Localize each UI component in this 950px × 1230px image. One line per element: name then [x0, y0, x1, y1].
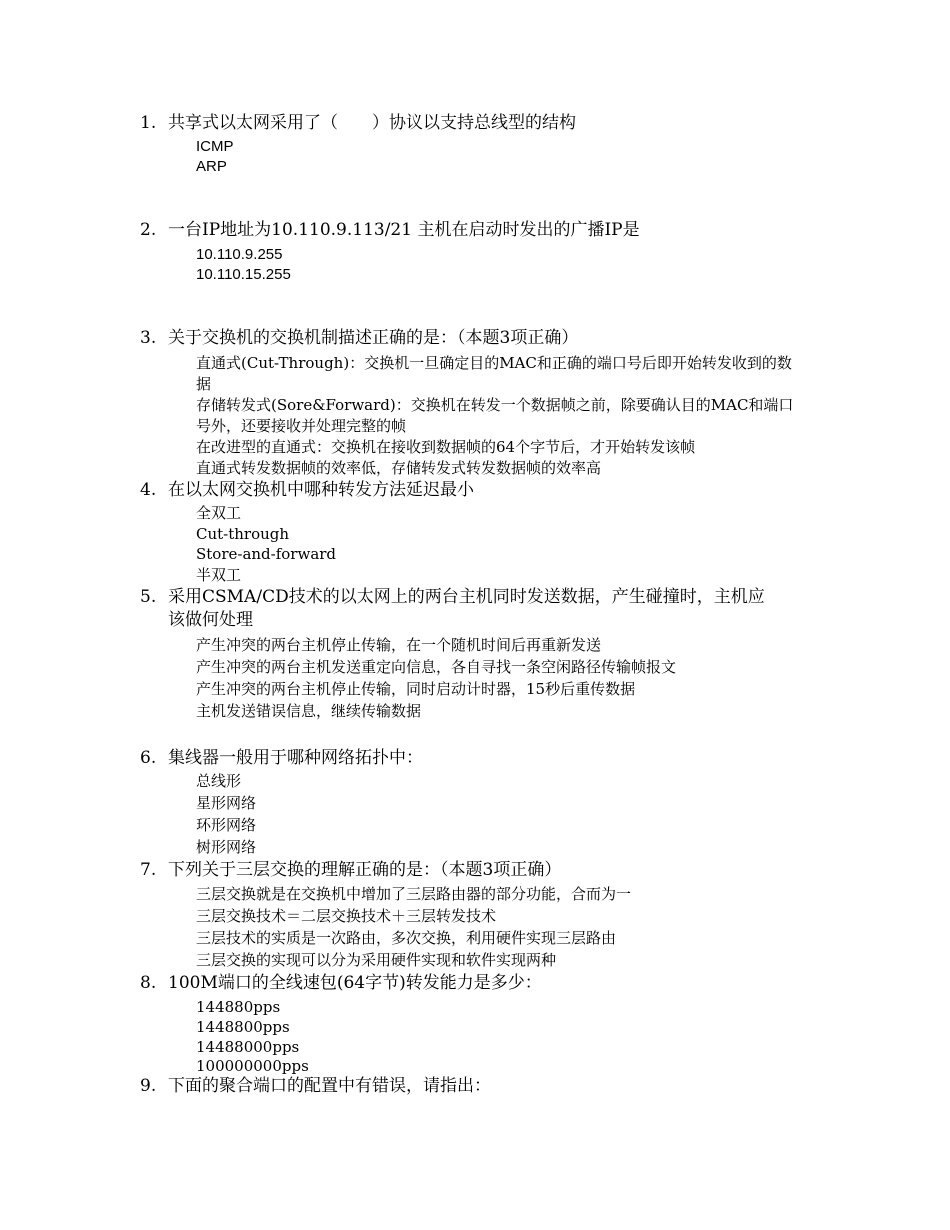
option: 产生冲突的两台主机停止传输，在一个随机时间后再重新发送	[196, 636, 602, 654]
option: 主机发送错误信息，继续传输数据	[196, 702, 422, 720]
question-4	[140, 479, 820, 502]
question-number: 7.	[140, 860, 157, 880]
question-text: 集线器一般用于哪种网络拓扑中：	[168, 748, 423, 768]
question-2	[140, 219, 820, 242]
question-1	[140, 112, 820, 135]
question-number: 4.	[140, 480, 157, 500]
option: 三层技术的实质是一次路由，多次交换，利用硬件实现三层路由	[196, 929, 617, 947]
option: 号外，还要接收并处理完整的帧	[196, 417, 407, 435]
option: 产生冲突的两台主机停止传输，同时启动计时器，15秒后重传数据	[196, 680, 636, 698]
option: Store-and-forward	[196, 545, 337, 563]
option: 直通式(Cut-Through)：交换机一旦确定目的MAC和正确的端口号后即开始转发收到的数	[196, 354, 792, 372]
question-3	[140, 327, 820, 350]
question-number: 9.	[140, 1076, 157, 1096]
question-text: 一台IP地址为10.110.9.113/21 主机在启动时发出的广播IP是	[168, 220, 640, 240]
question-text: 在以太网交换机中哪种转发方法延迟最小	[168, 480, 474, 500]
option: 产生冲突的两台主机发送重定向信息，各自寻找一条空闲路径传输帧报文	[196, 658, 677, 676]
option: 据	[196, 375, 212, 393]
question-8	[140, 972, 820, 995]
option: ICMP	[196, 138, 234, 155]
option: ARP	[196, 158, 227, 175]
option: 三层交换就是在交换机中增加了三层路由器的部分功能，合而为一	[196, 885, 632, 903]
question-text: 下列关于三层交换的理解正确的是：（本题3项正确）	[168, 860, 562, 880]
option: 全双工	[196, 504, 242, 522]
option: 存储转发式(Sore&Forward)：交换机在转发一个数据帧之前，除要确认目的MAC和端口	[196, 396, 794, 414]
question-9	[140, 1075, 820, 1098]
question-5	[140, 586, 820, 632]
question-number: 2.	[140, 220, 157, 240]
option: 14488000pps	[196, 1038, 300, 1056]
question-number: 6.	[140, 748, 157, 768]
question-text-continued: 该做何处理	[168, 610, 253, 630]
question-number: 1.	[140, 113, 157, 133]
option: 三层交换的实现可以分为采用硬件实现和软件实现两种	[196, 951, 557, 969]
option: 100000000pps	[196, 1057, 309, 1075]
option: 10.110.15.255	[196, 266, 291, 283]
option: 树形网络	[196, 838, 257, 856]
option: 1448800pps	[196, 1018, 290, 1036]
question-text: 关于交换机的交换机制描述正确的是：（本题3项正确）	[168, 328, 579, 348]
question-text: 下面的聚合端口的配置中有错误，请指出：	[168, 1076, 491, 1096]
option: 总线形	[196, 772, 242, 790]
question-6	[140, 747, 820, 770]
question-number: 8.	[140, 973, 157, 993]
option: 半双工	[196, 566, 242, 584]
question-text: 共享式以太网采用了（ ）协议以支持总线型的结构	[168, 113, 576, 133]
question-text: 采用CSMA/CD技术的以太网上的两台主机同时发送数据，产生碰撞时，主机应	[168, 587, 765, 607]
question-number: 3.	[140, 328, 157, 348]
option: Cut-through	[196, 525, 290, 543]
option: 10.110.9.255	[196, 246, 283, 263]
option: 三层交换技术＝二层交换技术＋三层转发技术	[196, 907, 497, 925]
option: 直通式转发数据帧的效率低，存储转发式转发数据帧的效率高	[196, 459, 602, 477]
question-text: 100M端口的全线速包(64字节)转发能力是多少：	[168, 973, 542, 993]
option: 环形网络	[196, 816, 257, 834]
option: 144880pps	[196, 998, 281, 1016]
question-7	[140, 859, 820, 882]
option: 星形网络	[196, 794, 257, 812]
option: 在改进型的直通式：交换机在接收到数据帧的64个字节后，才开始转发该帧	[196, 438, 696, 456]
question-number: 5.	[140, 587, 157, 607]
